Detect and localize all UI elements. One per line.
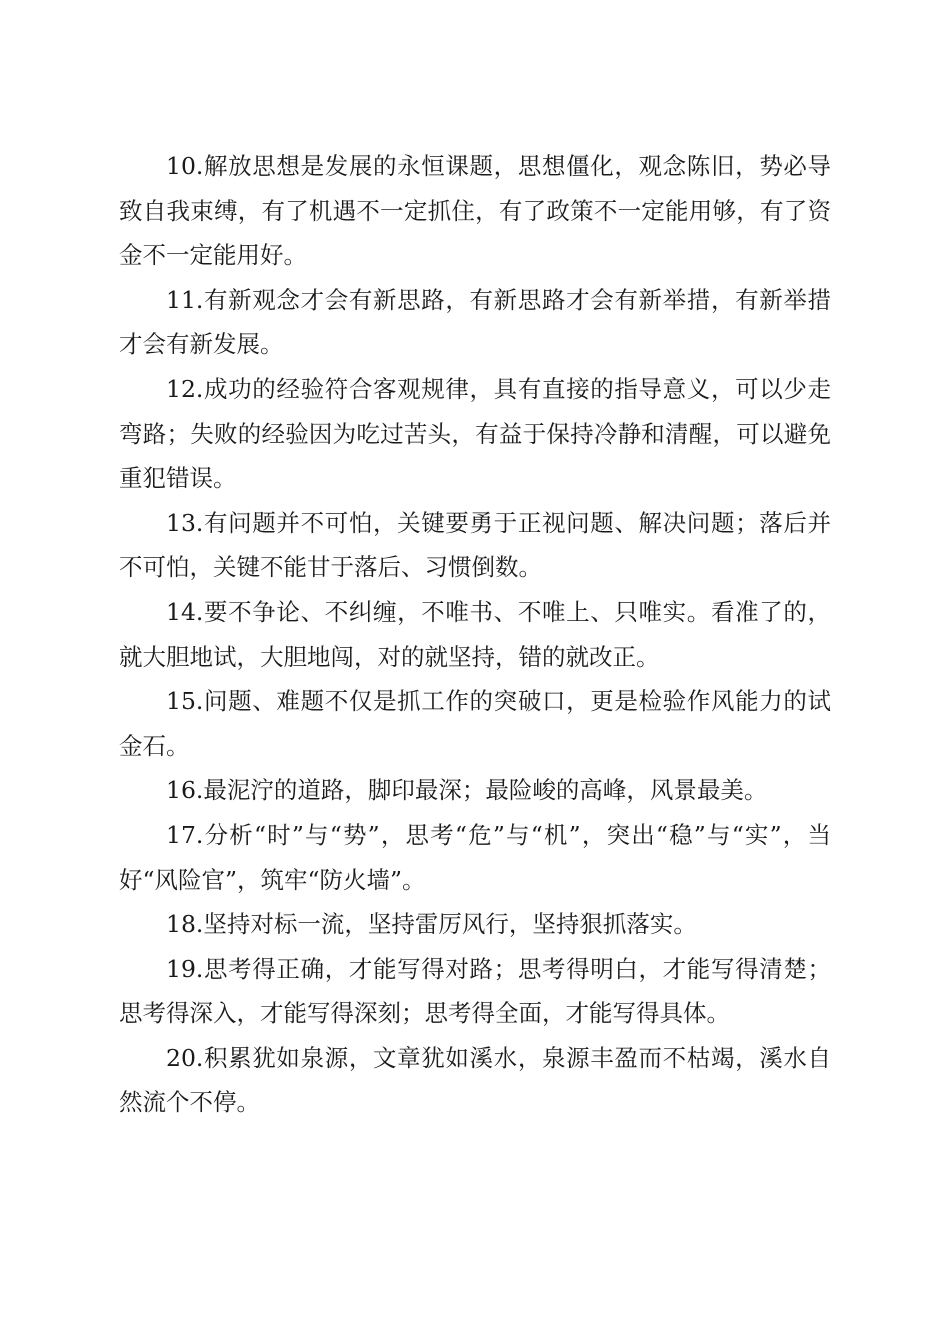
paragraph-18: 18.坚持对标一流，坚持雷厉风行，坚持狠抓落实。 [166,910,697,939]
paragraph-20: 20.积累犹如泉源，文章犹如溪水，泉源丰盈而不枯竭，溪水自然流个不停。 [119,1043,831,1117]
paragraph-10: 10.解放思想是发展的永恒课题，思想僵化，观念陈旧，势必导致自我束缚，有了机遇不一定抓住，有了政策不一定能用够，有了资金不一定能用好。 [119,152,831,270]
paragraph-14: 14.要不争论、不纠缠，不唯书、不唯上、只唯实。看准了的，就大胆地试，大胆地闯，对的就坚持，错的就改正。 [119,597,831,671]
paragraph-15: 15.问题、难题不仅是抓工作的突破口，更是检验作风能力的试金石。 [119,687,831,760]
paragraph-19: 19.思考得正确，才能写得对路；思考得明白，才能写得清楚；思考得深入，才能写得深刻；思考得全面，才能写得具体。 [119,954,831,1028]
paragraph-13: 13.有问题并不可怕，关键要勇于正视问题、解决问题；落后并不可怕，关键不能甘于落后、习惯倒数。 [119,508,831,582]
paragraph-12: 12.成功的经验符合客观规律，具有直接的指导意义，可以少走弯路；失败的经验因为吃过苦头，有益于保持冷静和清醒，可以避免重犯错误。 [119,374,831,493]
paragraph-11: 11.有新观念才会有新思路，有新思路才会有新举措，有新举措才会有新发展。 [119,285,831,359]
document-body [119,144,831,1125]
paragraph-16: 16.最泥泞的道路，脚印最深；最险峻的高峰，风景最美。 [166,776,768,805]
paragraph-17: 17.分析“时”与“势”，思考“危”与“机”，突出“稳”与“实”，当好“风险官”，筑牢“防火墙”。 [119,820,831,894]
